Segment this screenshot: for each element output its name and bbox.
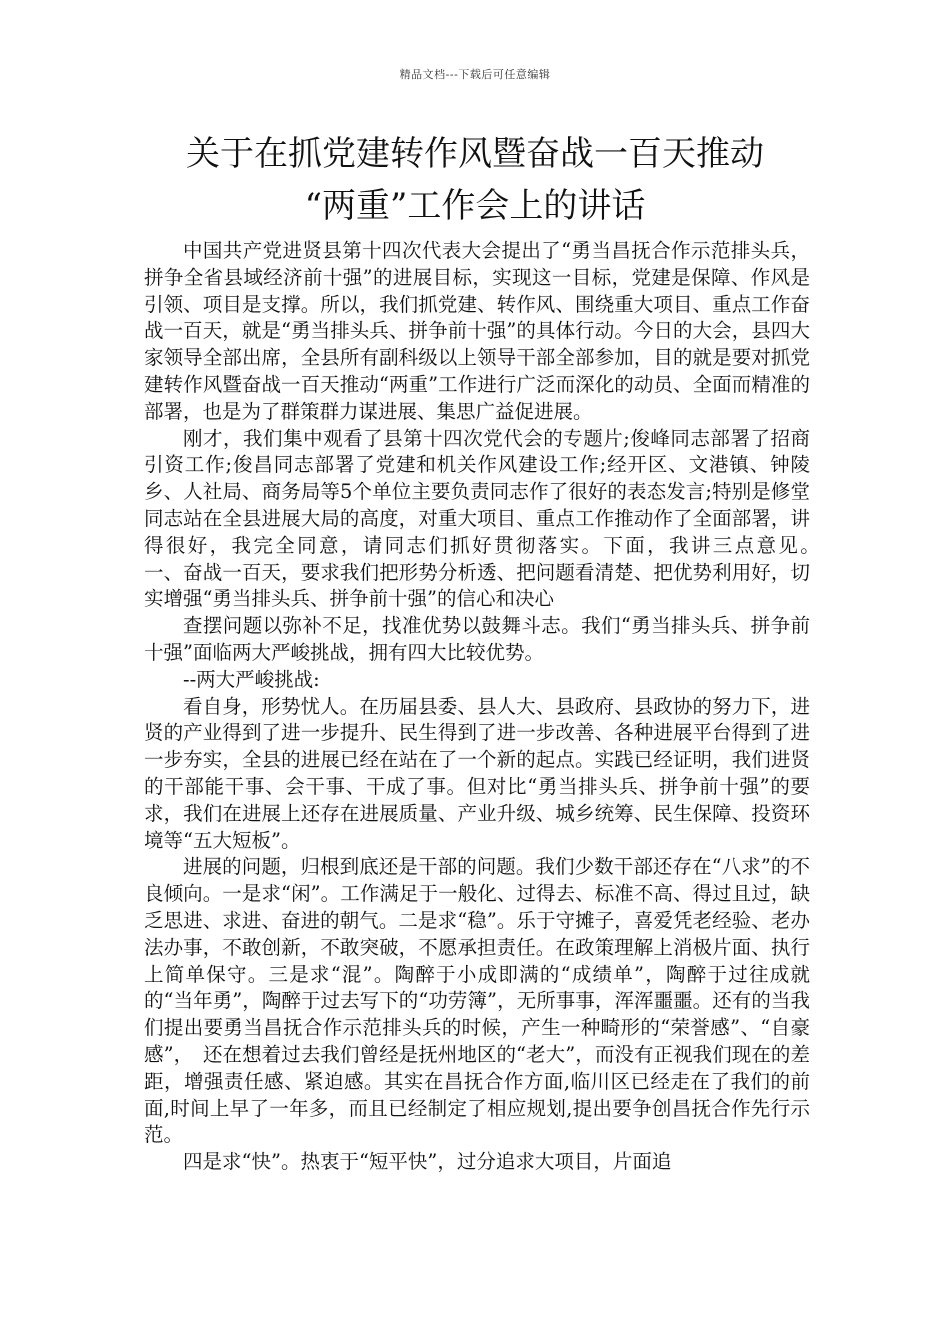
paragraph: 四是求“快”。热衷于“短平快”，过分追求大项目，片面追 — [183, 1150, 672, 1174]
paragraph: --两大严峻挑战: — [183, 667, 320, 691]
title-line-2: “两重”工作会上的讲话 — [304, 186, 646, 226]
header-note: 精品文档---下载后可任意编辑 — [399, 68, 551, 81]
title-line-1: 关于在抓党建转作风暨奋战一百天推动 — [186, 134, 764, 174]
paragraph: 查摆问题以弥补不足，找准优势以鼓舞斗志。我们“勇当排头兵、拼争前十强”面临两大严峻挑战，拥有四大比较优势。 — [144, 614, 810, 664]
paragraph: 中国共产党进贤县第十四次代表大会提出了“勇当昌抚合作示范排头兵，拼争全省县域经济前十强”的进展目标，实现这一目标，党建是保障、作风是引领、项目是支撑。所以，我们抓党建、转作风、围绕重大项目、重点工作奋战一百天，就是“勇当排头兵、拼争前十强”的具体行动。今日的大会，县四大家领导全部出席，全县所有副科级以上领导干部全部参加，目的就是要对抓党建转作风暨奋战一百天推动“两重”工作进行广泛而深化的动员、全面而精准的部署，也是为了群策群力谋进展、集思广益促进展。 — [144, 239, 810, 423]
paragraph: 刚才，我们集中观看了县第十四次党代会的专题片;俊峰同志部署了招商引资工作;俊昌同志部署了党建和机关作风建设工作;经开区、文港镇、钟陵乡、人社局、商务局等5个单位主要负责同志作了很好的表态发言;特别是修堂同志站在全县进展大局的高度，对重大项目、重点工作推动作了全面部署，讲得很好，我完全同意，请同志们抓好贯彻落实。下面，我讲三点意见。 一、奋战一百天，要求我们把形势分析透、把问题看清楚、把优势利用好，切实增强“勇当排头兵、拼争前十强”的信心和决心 — [144, 426, 850, 611]
paragraph: 进展的问题，归根到底还是干部的问题。我们少数干部还存在“八求”的不良倾向。一是求“闲”。工作满足于一般化、过得去、标准不高、得过且过，缺乏思进、求进、奋进的朝气。二是求“稳”。乐于守摊子，喜爱凭老经验、老办法办事，不敢创新，不敢突破，不愿承担责任。在政策理解上消极片面、执行上简单保守。三是求“混”。陶醉于小成即满的“成绩单”，陶醉于过往成就的“当年勇”，陶醉于过去写下的“功劳簿”，无所事事，浑浑噩噩。还有的当我们提出要勇当昌抚合作示范排头兵的时候，产生一种畸形的“荣誉感”、“自豪感”， 还在想着过去我们曾经是抚州地区的“老大”，而没有正视我们现在的差距，增强责任感、紧迫感。其实在昌抚合作方面,临川区已经走在了我们的前面,时间上早了一年多，而且已经制定了相应规划,提出要争创昌抚合作先行示范。 — [144, 855, 810, 1147]
document-title — [80, 128, 870, 232]
paragraph: 看自身，形势忧人。在历届县委、县人大、县政府、县政协的努力下，进贤的产业得到了进一步提升、民生得到了进一步改善、各种进展平台得到了进一步夯实，全县的进展已经在站在了一个新的起点。实践已经证明，我们进贤的干部能干事、会干事、干成了事。但对比“勇当排头兵、拼争前十强”的要求，我们在进展上还存在进展质量、产业升级、城乡统筹、民生保障、投资环境等“五大短板”。 — [144, 694, 810, 852]
document-body — [144, 238, 850, 1176]
